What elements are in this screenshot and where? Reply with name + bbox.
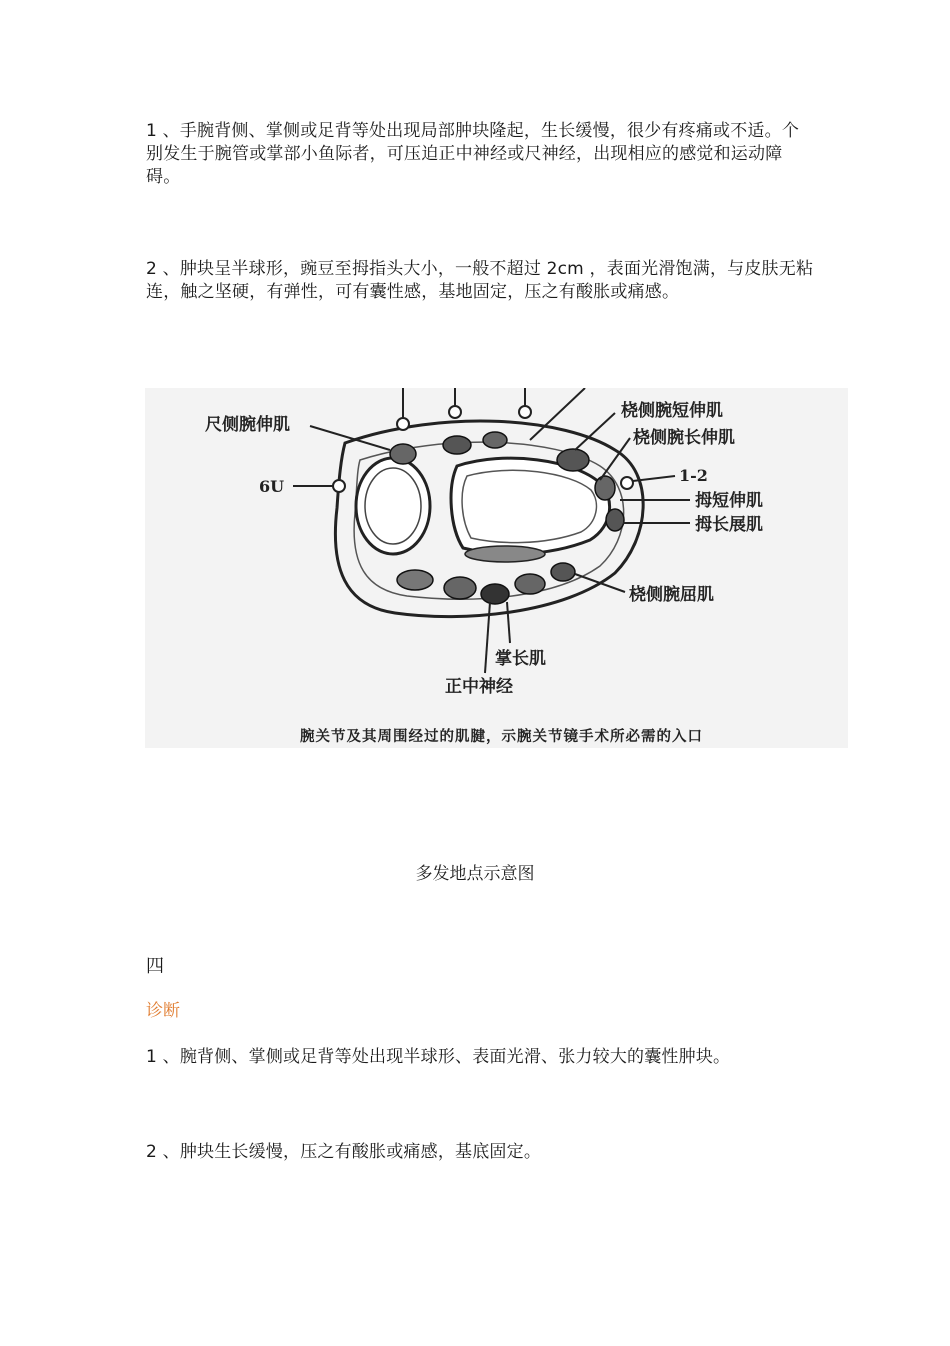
diagnosis-item-2: 2 、肿块生长缓慢，压之有酸胀或痛感，基底固定。 — [146, 1142, 542, 1162]
symptom-item-2: 2 、肿块呈半球形，豌豆至拇指头大小，一般不超过 2cm ，表面光滑饱满，与皮肤无粘连，触之坚硬，有弹性，可有囊性感，基地固定，压之有酸胀或痛感。 — [146, 259, 814, 302]
diagnosis-item-1: 1 、腕背侧、掌侧或足背等处出现半球形、表面光滑、张力较大的囊性肿块。 — [146, 1047, 731, 1067]
label-radial-long-extensor: 桡侧腕长伸肌 — [633, 428, 735, 448]
tendon-ulnar-extensor — [390, 444, 416, 464]
median-nerve-mark — [481, 584, 509, 604]
label-median-nerve: 正中神经 — [445, 677, 513, 697]
label-palmaris-longus: 掌长肌 — [495, 649, 546, 669]
label-radial-flexor: 桡侧腕屈肌 — [629, 585, 714, 605]
label-thumb-short-extensor: 拇短伸肌 — [695, 491, 763, 511]
tendon-radial-flexor — [551, 563, 575, 581]
label-thumb-long-abductor: 拇长展肌 — [695, 515, 763, 535]
tendon-radial-extensors — [557, 449, 589, 471]
section-number: 四 — [146, 956, 164, 977]
figure-inset-caption: 腕关节及其周围经过的肌腱，示腕关节镜手术所必需的入口 — [300, 728, 703, 745]
figure-caption: 多发地点示意图 — [415, 864, 535, 884]
label-radial-short-extensor: 桡侧腕短伸肌 — [621, 401, 723, 421]
tendon-thumb — [606, 509, 624, 531]
symptom-item-1: 1 、手腕背侧、掌侧或足背等处出现局部肿块隆起，生长缓慢，很少有疼痛或不适。个别发生于腕管或掌部小鱼际者，可压迫正中神经或尺神经，出现相应的感觉和运动障碍。 — [146, 121, 800, 187]
wrist-cross-section-figure — [145, 388, 848, 748]
section-title: 诊断 — [146, 1001, 180, 1021]
label-6u: 6U — [259, 477, 285, 496]
label-1-2: 1-2 — [679, 466, 708, 485]
label-ulnar-extensor: 尺侧腕伸肌 — [205, 415, 290, 435]
wrist-diagram — [145, 388, 848, 748]
